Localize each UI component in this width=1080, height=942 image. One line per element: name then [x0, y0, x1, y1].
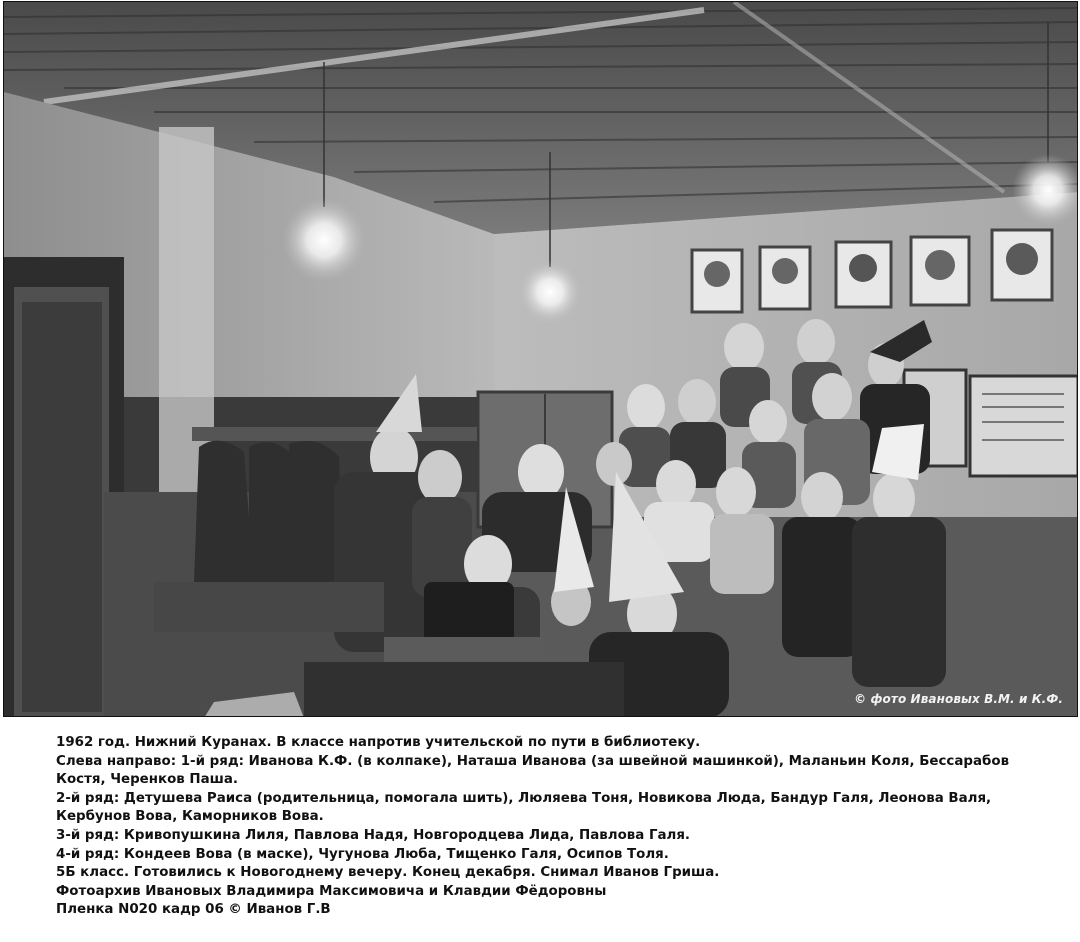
- caption-line: 3-й ряд: Кривопушкина Лиля, Павлова Надя, Новгородцева Лида, Павлова Галя.: [56, 827, 691, 843]
- caption-line: Слева направо: 1-й ряд: Иванова К.Ф. (в колпаке), Наташа Иванова (за швейной машинкой), Маланьин Коля, Бессарабов: [56, 753, 1010, 769]
- caption-line: 1962 год. Нижний Куранах. В классе напротив учительской по пути в библиотеку.: [56, 735, 701, 750]
- caption-line: 2-й ряд: Детушева Раиса (родительница, помогала шить), Люляева Тоня, Новикова Люда, Бандур Галя, Леонова Валя,: [56, 790, 992, 806]
- lamp-2: [518, 260, 582, 324]
- caption-line: Костя, Черенков Паша.: [56, 772, 239, 788]
- photo-watermark: © фото Ивановых В.М. и К.Ф.: [854, 692, 1063, 706]
- photo-caption: [56, 734, 1066, 920]
- caption-line: Фотоархив Ивановых Владимира Максимовича и Клавдии Фёдоровны: [56, 883, 607, 899]
- coat-rack: [192, 427, 477, 441]
- caption-line: Кербунов Вова, Каморников Вова.: [56, 809, 324, 825]
- caption-line: 5Б класс. Готовились к Новогоднему вечеру. Конец декабря. Снимал Иванов Гриша.: [56, 865, 720, 881]
- sewing-machine: [424, 582, 514, 642]
- notice-board-2: [970, 376, 1078, 476]
- photo-scene: [4, 2, 1078, 717]
- coats: [194, 441, 344, 587]
- caption-line: Пленка N020 кадр 06 © Иванов Г.В: [56, 902, 331, 918]
- caption-line: 4-й ряд: Кондеев Вова (в маске), Чугунова Люба, Тищенко Галя, Осипов Толя.: [56, 846, 669, 862]
- archive-photo: [3, 1, 1078, 717]
- lamp-1: [282, 198, 366, 282]
